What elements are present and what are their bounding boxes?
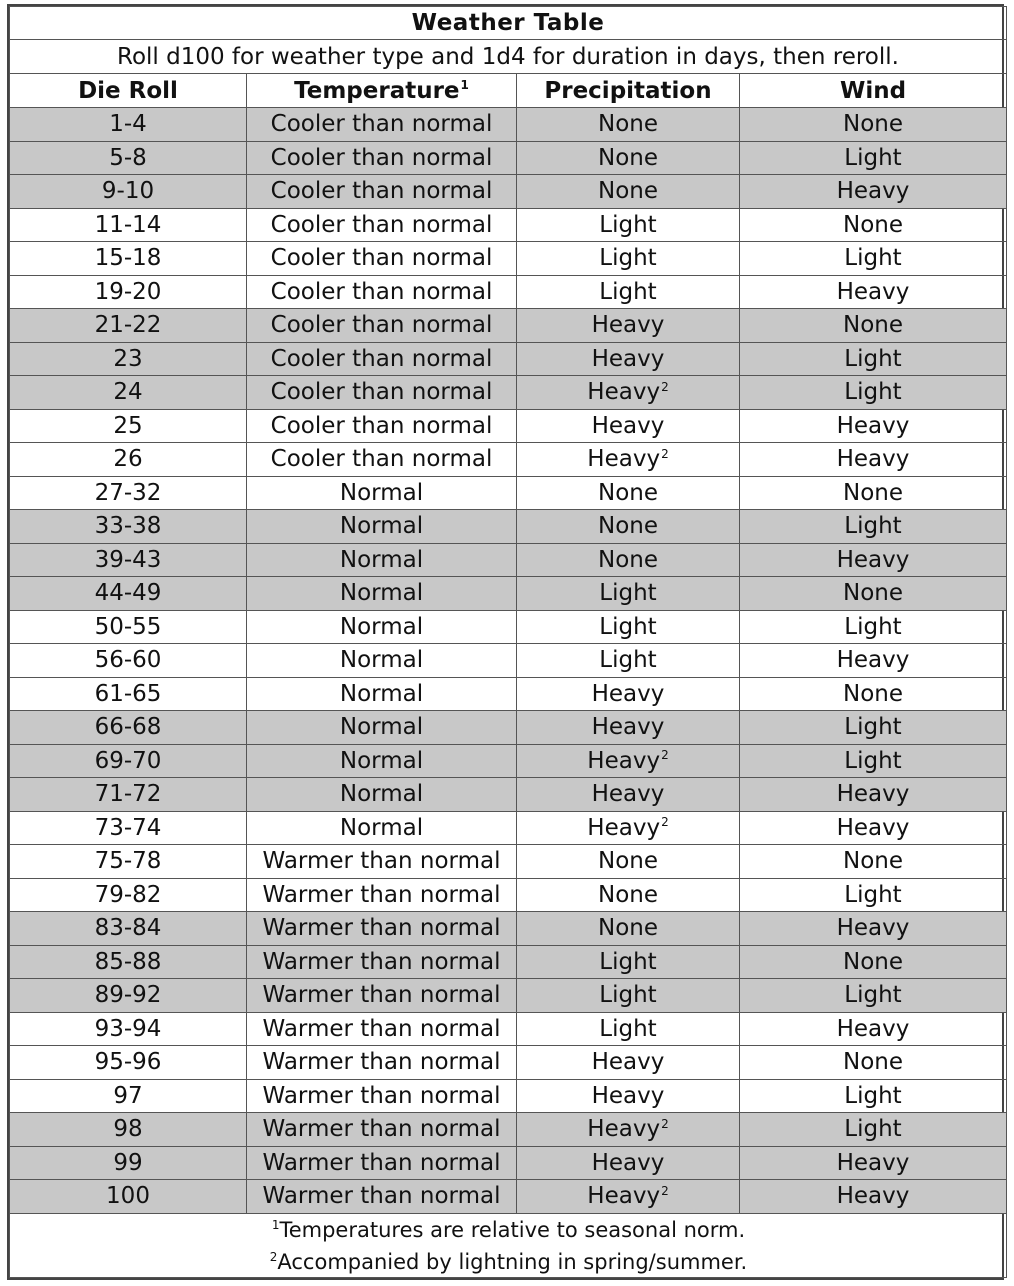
precipitation-cell: None	[517, 543, 740, 577]
temperature-cell: Cooler than normal	[247, 409, 517, 443]
wind-cell: Heavy	[740, 409, 1007, 443]
table-row	[10, 577, 1007, 611]
die-roll-cell: 21-22	[10, 309, 247, 343]
temperature-cell: Cooler than normal	[247, 208, 517, 242]
wind-cell: None	[740, 845, 1007, 879]
table-row	[10, 443, 1007, 477]
table-row	[10, 409, 1007, 443]
table-title: Weather Table	[10, 7, 1007, 40]
die-roll-cell: 95-96	[10, 1046, 247, 1080]
table-row	[10, 1046, 1007, 1080]
table-row	[10, 878, 1007, 912]
wind-cell: None	[740, 309, 1007, 343]
temperature-cell: Normal	[247, 510, 517, 544]
die-roll-cell: 83-84	[10, 912, 247, 946]
weather-table	[9, 6, 1007, 1278]
table-row	[10, 1146, 1007, 1180]
die-roll-cell: 97	[10, 1079, 247, 1113]
die-roll-cell: 39-43	[10, 543, 247, 577]
wind-cell: Light	[740, 510, 1007, 544]
footnote-marker: 2	[269, 1249, 278, 1264]
table-row	[10, 476, 1007, 510]
footnote-marker: 2	[661, 379, 669, 394]
table-row	[10, 979, 1007, 1013]
temperature-cell: Cooler than normal	[247, 342, 517, 376]
precipitation-cell	[517, 1113, 740, 1147]
table-row	[10, 711, 1007, 745]
temperature-cell: Warmer than normal	[247, 1046, 517, 1080]
precipitation-cell: Heavy	[517, 677, 740, 711]
footnote-marker: 1	[460, 77, 469, 92]
wind-cell: Light	[740, 376, 1007, 410]
die-roll-cell: 15-18	[10, 242, 247, 276]
precipitation-cell: None	[517, 108, 740, 142]
precipitation-text: Heavy	[587, 747, 661, 774]
die-roll-cell: 66-68	[10, 711, 247, 745]
die-roll-cell: 69-70	[10, 744, 247, 778]
table-row	[10, 342, 1007, 376]
temperature-cell: Cooler than normal	[247, 443, 517, 477]
die-roll-cell: 5-8	[10, 141, 247, 175]
temperature-cell: Warmer than normal	[247, 945, 517, 979]
precipitation-cell: Light	[517, 610, 740, 644]
temperature-cell: Normal	[247, 610, 517, 644]
temperature-cell: Normal	[247, 744, 517, 778]
table-row	[10, 1180, 1007, 1214]
wind-cell: Heavy	[740, 1012, 1007, 1046]
footnote-text: Accompanied by lightning in spring/summer.	[277, 1249, 748, 1274]
temperature-cell: Normal	[247, 644, 517, 678]
die-roll-cell: 27-32	[10, 476, 247, 510]
table-row	[10, 1079, 1007, 1113]
wind-cell: None	[740, 476, 1007, 510]
table-row	[10, 108, 1007, 142]
table-row	[10, 1012, 1007, 1046]
die-roll-cell: 75-78	[10, 845, 247, 879]
table-row	[10, 912, 1007, 946]
precipitation-cell: Light	[517, 242, 740, 276]
die-roll-cell: 85-88	[10, 945, 247, 979]
die-roll-cell: 33-38	[10, 510, 247, 544]
wind-cell: None	[740, 945, 1007, 979]
die-roll-cell: 50-55	[10, 610, 247, 644]
table-row	[10, 275, 1007, 309]
precipitation-cell: Light	[517, 1012, 740, 1046]
die-roll-cell: 79-82	[10, 878, 247, 912]
wind-cell: Light	[740, 979, 1007, 1013]
header-wind: Wind	[740, 74, 1007, 108]
wind-cell: Light	[740, 1113, 1007, 1147]
header-temperature-label: Temperature	[294, 77, 460, 104]
wind-cell: None	[740, 1046, 1007, 1080]
precipitation-cell: Heavy	[517, 409, 740, 443]
die-roll-cell: 19-20	[10, 275, 247, 309]
table-row	[10, 610, 1007, 644]
footnote-marker: 1	[271, 1218, 280, 1232]
table-row	[10, 744, 1007, 778]
temperature-cell: Normal	[247, 811, 517, 845]
table-row	[10, 242, 1007, 276]
precipitation-text: Heavy	[587, 379, 661, 406]
temperature-cell: Normal	[247, 677, 517, 711]
precipitation-cell	[517, 376, 740, 410]
precipitation-text: Heavy	[587, 814, 661, 841]
wind-cell: None	[740, 677, 1007, 711]
temperature-cell: Warmer than normal	[247, 979, 517, 1013]
table-subtitle: Roll d100 for weather type and 1d4 for duration in days, then reroll.	[10, 40, 1007, 74]
footnote-1	[10, 1213, 1007, 1247]
table-row	[10, 778, 1007, 812]
table-row	[10, 510, 1007, 544]
wind-cell: Light	[740, 711, 1007, 745]
wind-cell: Light	[740, 744, 1007, 778]
die-roll-cell: 73-74	[10, 811, 247, 845]
precipitation-cell: Heavy	[517, 1079, 740, 1113]
die-roll-cell: 61-65	[10, 677, 247, 711]
footnote-marker: 2	[661, 748, 669, 763]
table-row	[10, 543, 1007, 577]
precipitation-cell	[517, 811, 740, 845]
precipitation-text: Heavy	[587, 1116, 661, 1143]
table-row	[10, 208, 1007, 242]
temperature-cell: Warmer than normal	[247, 1012, 517, 1046]
temperature-cell: Warmer than normal	[247, 912, 517, 946]
precipitation-text: Heavy	[587, 446, 661, 473]
die-roll-cell: 99	[10, 1146, 247, 1180]
footnote-marker: 2	[661, 1116, 669, 1131]
table-row	[10, 141, 1007, 175]
precipitation-cell: Heavy	[517, 1046, 740, 1080]
die-roll-cell: 44-49	[10, 577, 247, 611]
temperature-cell: Warmer than normal	[247, 1079, 517, 1113]
precipitation-cell: Heavy	[517, 342, 740, 376]
header-die-roll: Die Roll	[10, 74, 247, 108]
precipitation-cell: None	[517, 141, 740, 175]
wind-cell: Heavy	[740, 443, 1007, 477]
wind-cell: Heavy	[740, 175, 1007, 209]
precipitation-cell: None	[517, 175, 740, 209]
die-roll-cell: 11-14	[10, 208, 247, 242]
precipitation-cell: Heavy	[517, 711, 740, 745]
temperature-cell: Normal	[247, 778, 517, 812]
precipitation-cell: None	[517, 878, 740, 912]
die-roll-cell: 98	[10, 1113, 247, 1147]
die-roll-cell: 26	[10, 443, 247, 477]
wind-cell: None	[740, 208, 1007, 242]
temperature-cell: Cooler than normal	[247, 275, 517, 309]
temperature-cell: Cooler than normal	[247, 141, 517, 175]
wind-cell: Heavy	[740, 811, 1007, 845]
table-body	[10, 108, 1007, 1214]
wind-cell: None	[740, 577, 1007, 611]
wind-cell: Light	[740, 342, 1007, 376]
table-row	[10, 644, 1007, 678]
table-row	[10, 309, 1007, 343]
temperature-cell: Warmer than normal	[247, 845, 517, 879]
precipitation-cell: Light	[517, 644, 740, 678]
wind-cell: Light	[740, 1079, 1007, 1113]
wind-cell: Light	[740, 878, 1007, 912]
precipitation-cell: Heavy	[517, 778, 740, 812]
die-roll-cell: 9-10	[10, 175, 247, 209]
precipitation-text: Heavy	[587, 1183, 661, 1210]
wind-cell: Heavy	[740, 1146, 1007, 1180]
temperature-cell: Cooler than normal	[247, 175, 517, 209]
precipitation-cell: None	[517, 845, 740, 879]
temperature-cell: Normal	[247, 577, 517, 611]
table-row	[10, 845, 1007, 879]
table-row	[10, 175, 1007, 209]
precipitation-cell: None	[517, 912, 740, 946]
precipitation-cell: None	[517, 510, 740, 544]
footnote-2	[10, 1247, 1007, 1278]
footnote-marker: 2	[661, 815, 669, 830]
temperature-cell: Normal	[247, 476, 517, 510]
table-row	[10, 945, 1007, 979]
wind-cell: Light	[740, 242, 1007, 276]
precipitation-cell	[517, 443, 740, 477]
temperature-cell: Normal	[247, 543, 517, 577]
precipitation-cell: None	[517, 476, 740, 510]
wind-cell: Heavy	[740, 912, 1007, 946]
die-roll-cell: 24	[10, 376, 247, 410]
precipitation-cell: Light	[517, 577, 740, 611]
precipitation-cell: Light	[517, 945, 740, 979]
weather-table-container	[7, 4, 1004, 1280]
wind-cell: Light	[740, 610, 1007, 644]
precipitation-cell	[517, 1180, 740, 1214]
precipitation-cell: Heavy	[517, 309, 740, 343]
header-precipitation: Precipitation	[517, 74, 740, 108]
temperature-cell: Cooler than normal	[247, 376, 517, 410]
table-row	[10, 811, 1007, 845]
precipitation-cell: Heavy	[517, 1146, 740, 1180]
temperature-cell: Cooler than normal	[247, 108, 517, 142]
die-roll-cell: 100	[10, 1180, 247, 1214]
die-roll-cell: 89-92	[10, 979, 247, 1013]
temperature-cell: Warmer than normal	[247, 1146, 517, 1180]
wind-cell: None	[740, 108, 1007, 142]
wind-cell: Heavy	[740, 1180, 1007, 1214]
table-row	[10, 1113, 1007, 1147]
footnote-marker: 2	[661, 1183, 669, 1198]
temperature-cell: Normal	[247, 711, 517, 745]
footnote-text: Temperatures are relative to seasonal norm.	[279, 1218, 746, 1242]
header-temperature	[247, 74, 517, 108]
precipitation-cell: Light	[517, 275, 740, 309]
precipitation-cell: Light	[517, 979, 740, 1013]
wind-cell: Heavy	[740, 275, 1007, 309]
table-row	[10, 677, 1007, 711]
wind-cell: Heavy	[740, 644, 1007, 678]
wind-cell: Heavy	[740, 778, 1007, 812]
die-roll-cell: 93-94	[10, 1012, 247, 1046]
die-roll-cell: 25	[10, 409, 247, 443]
table-row	[10, 376, 1007, 410]
footnote-marker: 2	[661, 446, 669, 461]
die-roll-cell: 71-72	[10, 778, 247, 812]
temperature-cell: Cooler than normal	[247, 242, 517, 276]
temperature-cell: Warmer than normal	[247, 1113, 517, 1147]
temperature-cell: Warmer than normal	[247, 1180, 517, 1214]
wind-cell: Heavy	[740, 543, 1007, 577]
precipitation-cell: Light	[517, 208, 740, 242]
temperature-cell: Warmer than normal	[247, 878, 517, 912]
die-roll-cell: 56-60	[10, 644, 247, 678]
die-roll-cell: 1-4	[10, 108, 247, 142]
die-roll-cell: 23	[10, 342, 247, 376]
wind-cell: Light	[740, 141, 1007, 175]
precipitation-cell	[517, 744, 740, 778]
temperature-cell: Cooler than normal	[247, 309, 517, 343]
